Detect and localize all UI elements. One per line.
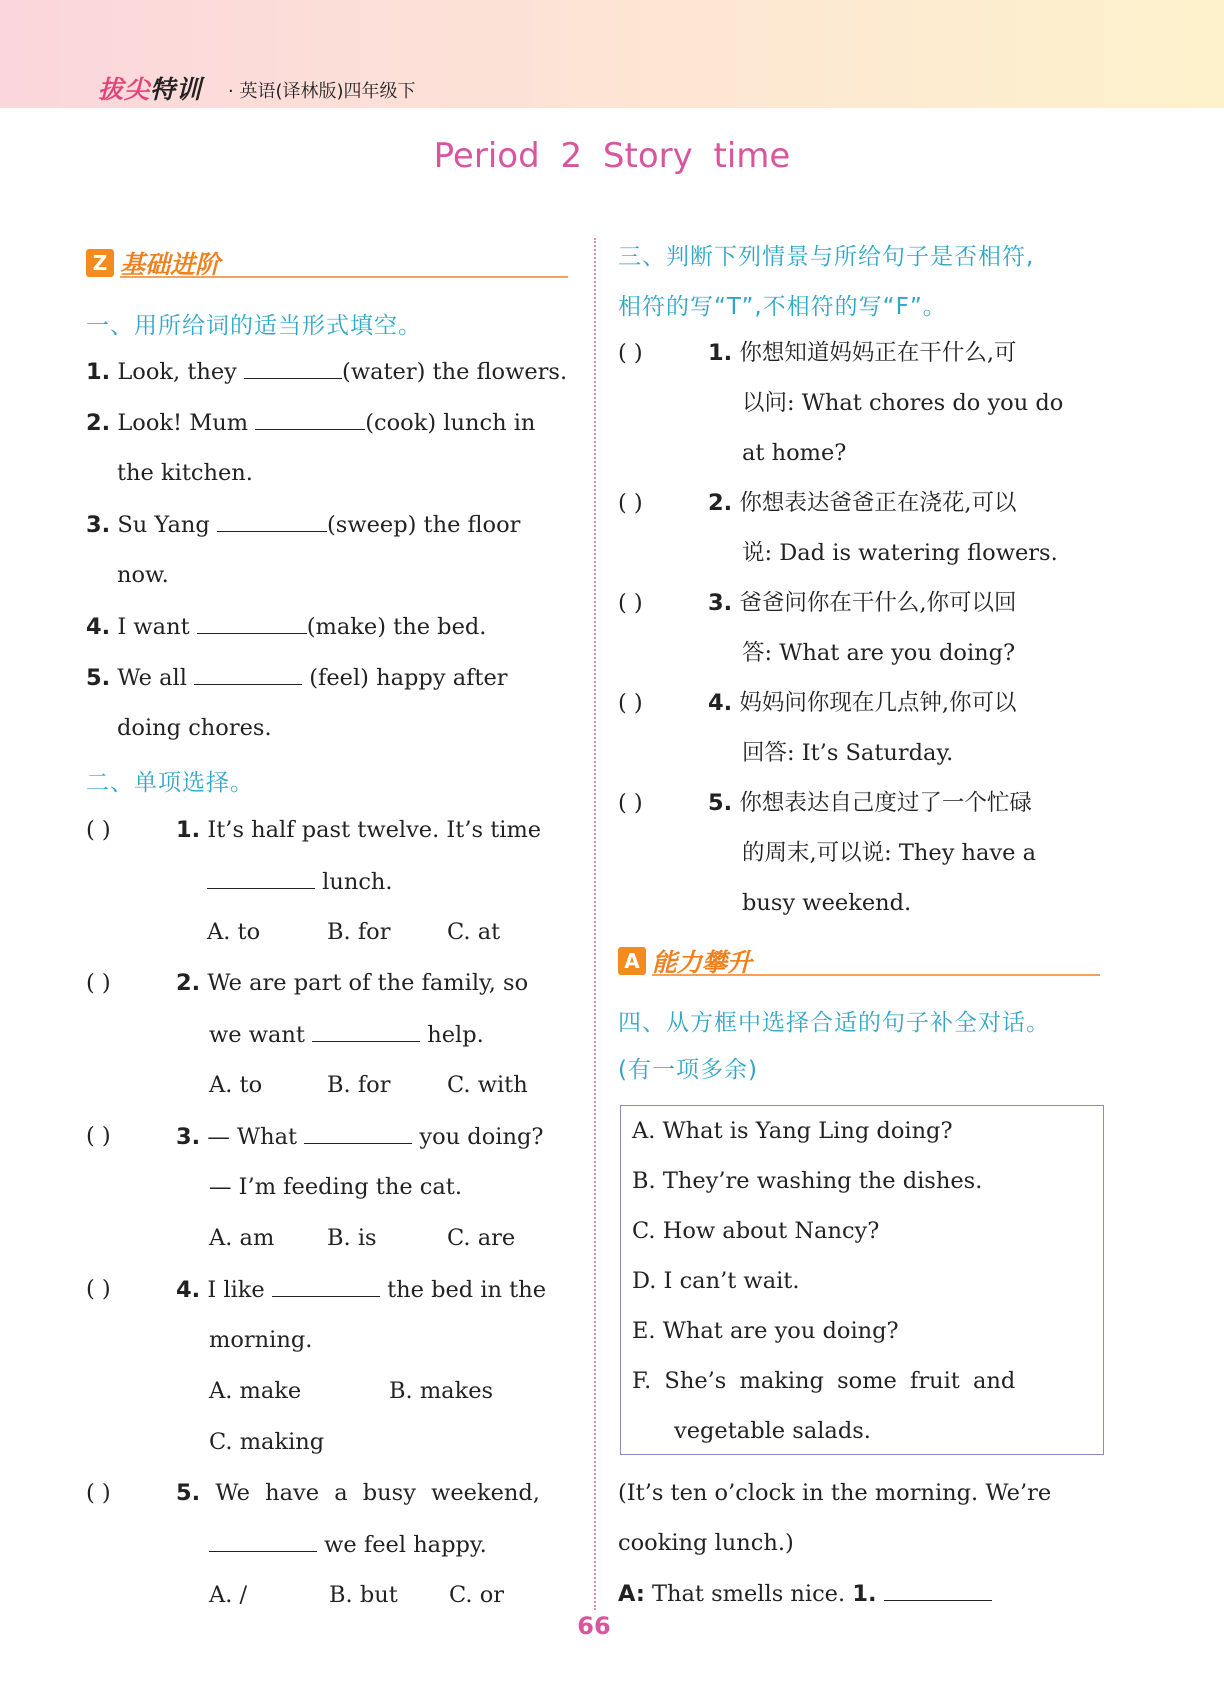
- section-ability-underline: [652, 974, 1100, 976]
- q1-item-5: 5. We all (feel) happy after: [86, 662, 508, 693]
- answer-parentheses[interactable]: ( ): [618, 690, 643, 716]
- q2-item-4: 4. I like the bed in the: [176, 1274, 546, 1305]
- q1-item-3-cont: now.: [117, 562, 169, 588]
- page-title: Period 2 Story time: [433, 136, 791, 176]
- answer-parentheses[interactable]: ( ): [618, 490, 643, 516]
- q2-item-2-option-b: B. for: [327, 1072, 391, 1098]
- q4-dialog-line: A: That smells nice. 1.: [618, 1578, 992, 1609]
- q3-item-5-line2: 的周末,可以说: They have a: [742, 840, 1037, 866]
- book-subject: · 英语(译林版)四年级下: [228, 81, 416, 102]
- q4-option-f-cont: vegetable salads.: [674, 1418, 871, 1444]
- q2-item-5: 5. We have a busy weekend,: [176, 1480, 540, 1506]
- q3-item-3: 3. 爸爸问你在干什么,你可以回: [708, 590, 1017, 616]
- answer-parentheses[interactable]: ( ): [618, 790, 643, 816]
- q4-context-line2: cooking lunch.): [618, 1530, 794, 1556]
- answer-parentheses[interactable]: ( ): [86, 1123, 111, 1149]
- q2-item-1-option-a: A. to: [207, 919, 261, 945]
- q4-option-f: F. She’s making some fruit and: [632, 1368, 1016, 1394]
- q2-item-3-line2: — I’m feeding the cat.: [209, 1174, 462, 1200]
- q2-item-3: 3. — What you doing?: [176, 1121, 543, 1152]
- answer-parentheses[interactable]: ( ): [618, 590, 643, 616]
- answer-parentheses[interactable]: ( ): [86, 970, 111, 996]
- q3-title-line1: 三、判断下列情景与所给句子是否相符,: [618, 244, 1035, 270]
- q1-item-2: 2. Look! Mum (cook) lunch in: [86, 407, 535, 438]
- q2-item-1-line2: lunch.: [207, 866, 393, 897]
- column-divider: [594, 238, 596, 1610]
- q1-item-4: 4. I want (make) the bed.: [86, 611, 486, 642]
- q2-item-2-option-a: A. to: [209, 1072, 263, 1098]
- answer-blank[interactable]: [255, 407, 365, 430]
- q3-item-5-line3: busy weekend.: [742, 890, 912, 916]
- q1-item-5-cont: doing chores.: [117, 715, 272, 741]
- q4-option-c: C. How about Nancy?: [632, 1218, 880, 1244]
- q2-item-3-option-c: C. are: [447, 1225, 516, 1251]
- q2-item-2-option-c: C. with: [447, 1072, 528, 1098]
- q2-item-2: 2. We are part of the family, so: [176, 970, 529, 996]
- q4-context-line1: (It’s ten o’clock in the morning. We’re: [618, 1480, 1052, 1506]
- answer-blank[interactable]: [304, 1121, 412, 1144]
- answer-parentheses[interactable]: ( ): [86, 817, 111, 843]
- answer-blank[interactable]: [194, 662, 302, 685]
- answer-blank[interactable]: [244, 356, 342, 379]
- q3-item-1: 1. 你想知道妈妈正在干什么,可: [708, 340, 1017, 366]
- brand-logo: 拔尖特训: [98, 75, 203, 104]
- answer-blank[interactable]: [272, 1274, 380, 1297]
- section-basic-underline: [120, 276, 568, 278]
- q2-item-1-option-b: B. for: [327, 919, 391, 945]
- q2-item-3-option-b: B. is: [327, 1225, 377, 1251]
- q4-option-b: B. They’re washing the dishes.: [632, 1168, 983, 1194]
- q2-item-5-option-c: C. or: [449, 1582, 505, 1608]
- q3-item-2: 2. 你想表达爸爸正在浇花,可以: [708, 490, 1017, 516]
- q2-title: 二、单项选择。: [86, 770, 254, 796]
- answer-blank[interactable]: [217, 509, 327, 532]
- q2-item-4-option-a: A. make: [209, 1378, 302, 1404]
- q1-item-3: 3. Su Yang (sweep) the floor: [86, 509, 520, 540]
- answer-blank[interactable]: [197, 611, 307, 634]
- q4-option-a: A. What is Yang Ling doing?: [632, 1118, 953, 1144]
- page-number: 66: [577, 1612, 611, 1640]
- answer-parentheses[interactable]: ( ): [86, 1480, 111, 1506]
- q4-option-e: E. What are you doing?: [632, 1318, 899, 1344]
- answer-parentheses[interactable]: ( ): [86, 1276, 111, 1302]
- q2-item-3-option-a: A. am: [209, 1225, 275, 1251]
- q2-item-4-option-b: B. makes: [389, 1378, 494, 1404]
- answer-parentheses[interactable]: ( ): [618, 340, 643, 366]
- q2-item-2-line2: we want help.: [209, 1019, 484, 1050]
- answer-blank[interactable]: [884, 1578, 992, 1601]
- answer-blank[interactable]: [312, 1019, 420, 1042]
- answer-blank[interactable]: [207, 866, 315, 889]
- q4-title-line1: 四、从方框中选择合适的句子补全对话。: [618, 1010, 1050, 1036]
- q3-item-3-line2: 答: What are you doing?: [742, 640, 1016, 666]
- q2-item-5-option-b: B. but: [329, 1582, 398, 1608]
- q3-item-1-line3: at home?: [742, 440, 847, 466]
- q3-item-4: 4. 妈妈问你现在几点钟,你可以: [708, 690, 1017, 716]
- q2-item-4-line2: morning.: [209, 1327, 313, 1353]
- q2-item-1: 1. It’s half past twelve. It’s time: [176, 817, 542, 843]
- q1-item-1: 1. Look, they (water) the flowers.: [86, 356, 567, 387]
- q4-title-line2: (有一项多余): [618, 1057, 758, 1083]
- q2-item-5-line2: we feel happy.: [209, 1529, 487, 1560]
- q2-item-4-option-c: C. making: [209, 1429, 325, 1455]
- q1-item-2-cont: the kitchen.: [117, 460, 253, 486]
- answer-blank[interactable]: [209, 1529, 317, 1552]
- section-ability-label: 能力攀升: [652, 948, 753, 977]
- section-basic-label: 基础进阶: [120, 250, 221, 279]
- runner-icon: Z: [86, 249, 114, 277]
- q4-option-d: D. I can’t wait.: [632, 1268, 800, 1294]
- q3-item-2-line2: 说: Dad is watering flowers.: [742, 540, 1058, 566]
- q3-item-4-line2: 回答: It’s Saturday.: [742, 740, 954, 766]
- climber-icon: A: [618, 947, 646, 975]
- q3-item-1-line2: 以问: What chores do you do: [742, 390, 1064, 416]
- q2-item-5-option-a: A. /: [209, 1582, 248, 1608]
- q2-item-1-option-c: C. at: [447, 919, 501, 945]
- q3-item-5: 5. 你想表达自己度过了一个忙碌: [708, 790, 1032, 816]
- q3-title-line2: 相符的写“T”,不相符的写“F”。: [618, 294, 947, 320]
- q1-title: 一、用所给词的适当形式填空。: [86, 313, 422, 339]
